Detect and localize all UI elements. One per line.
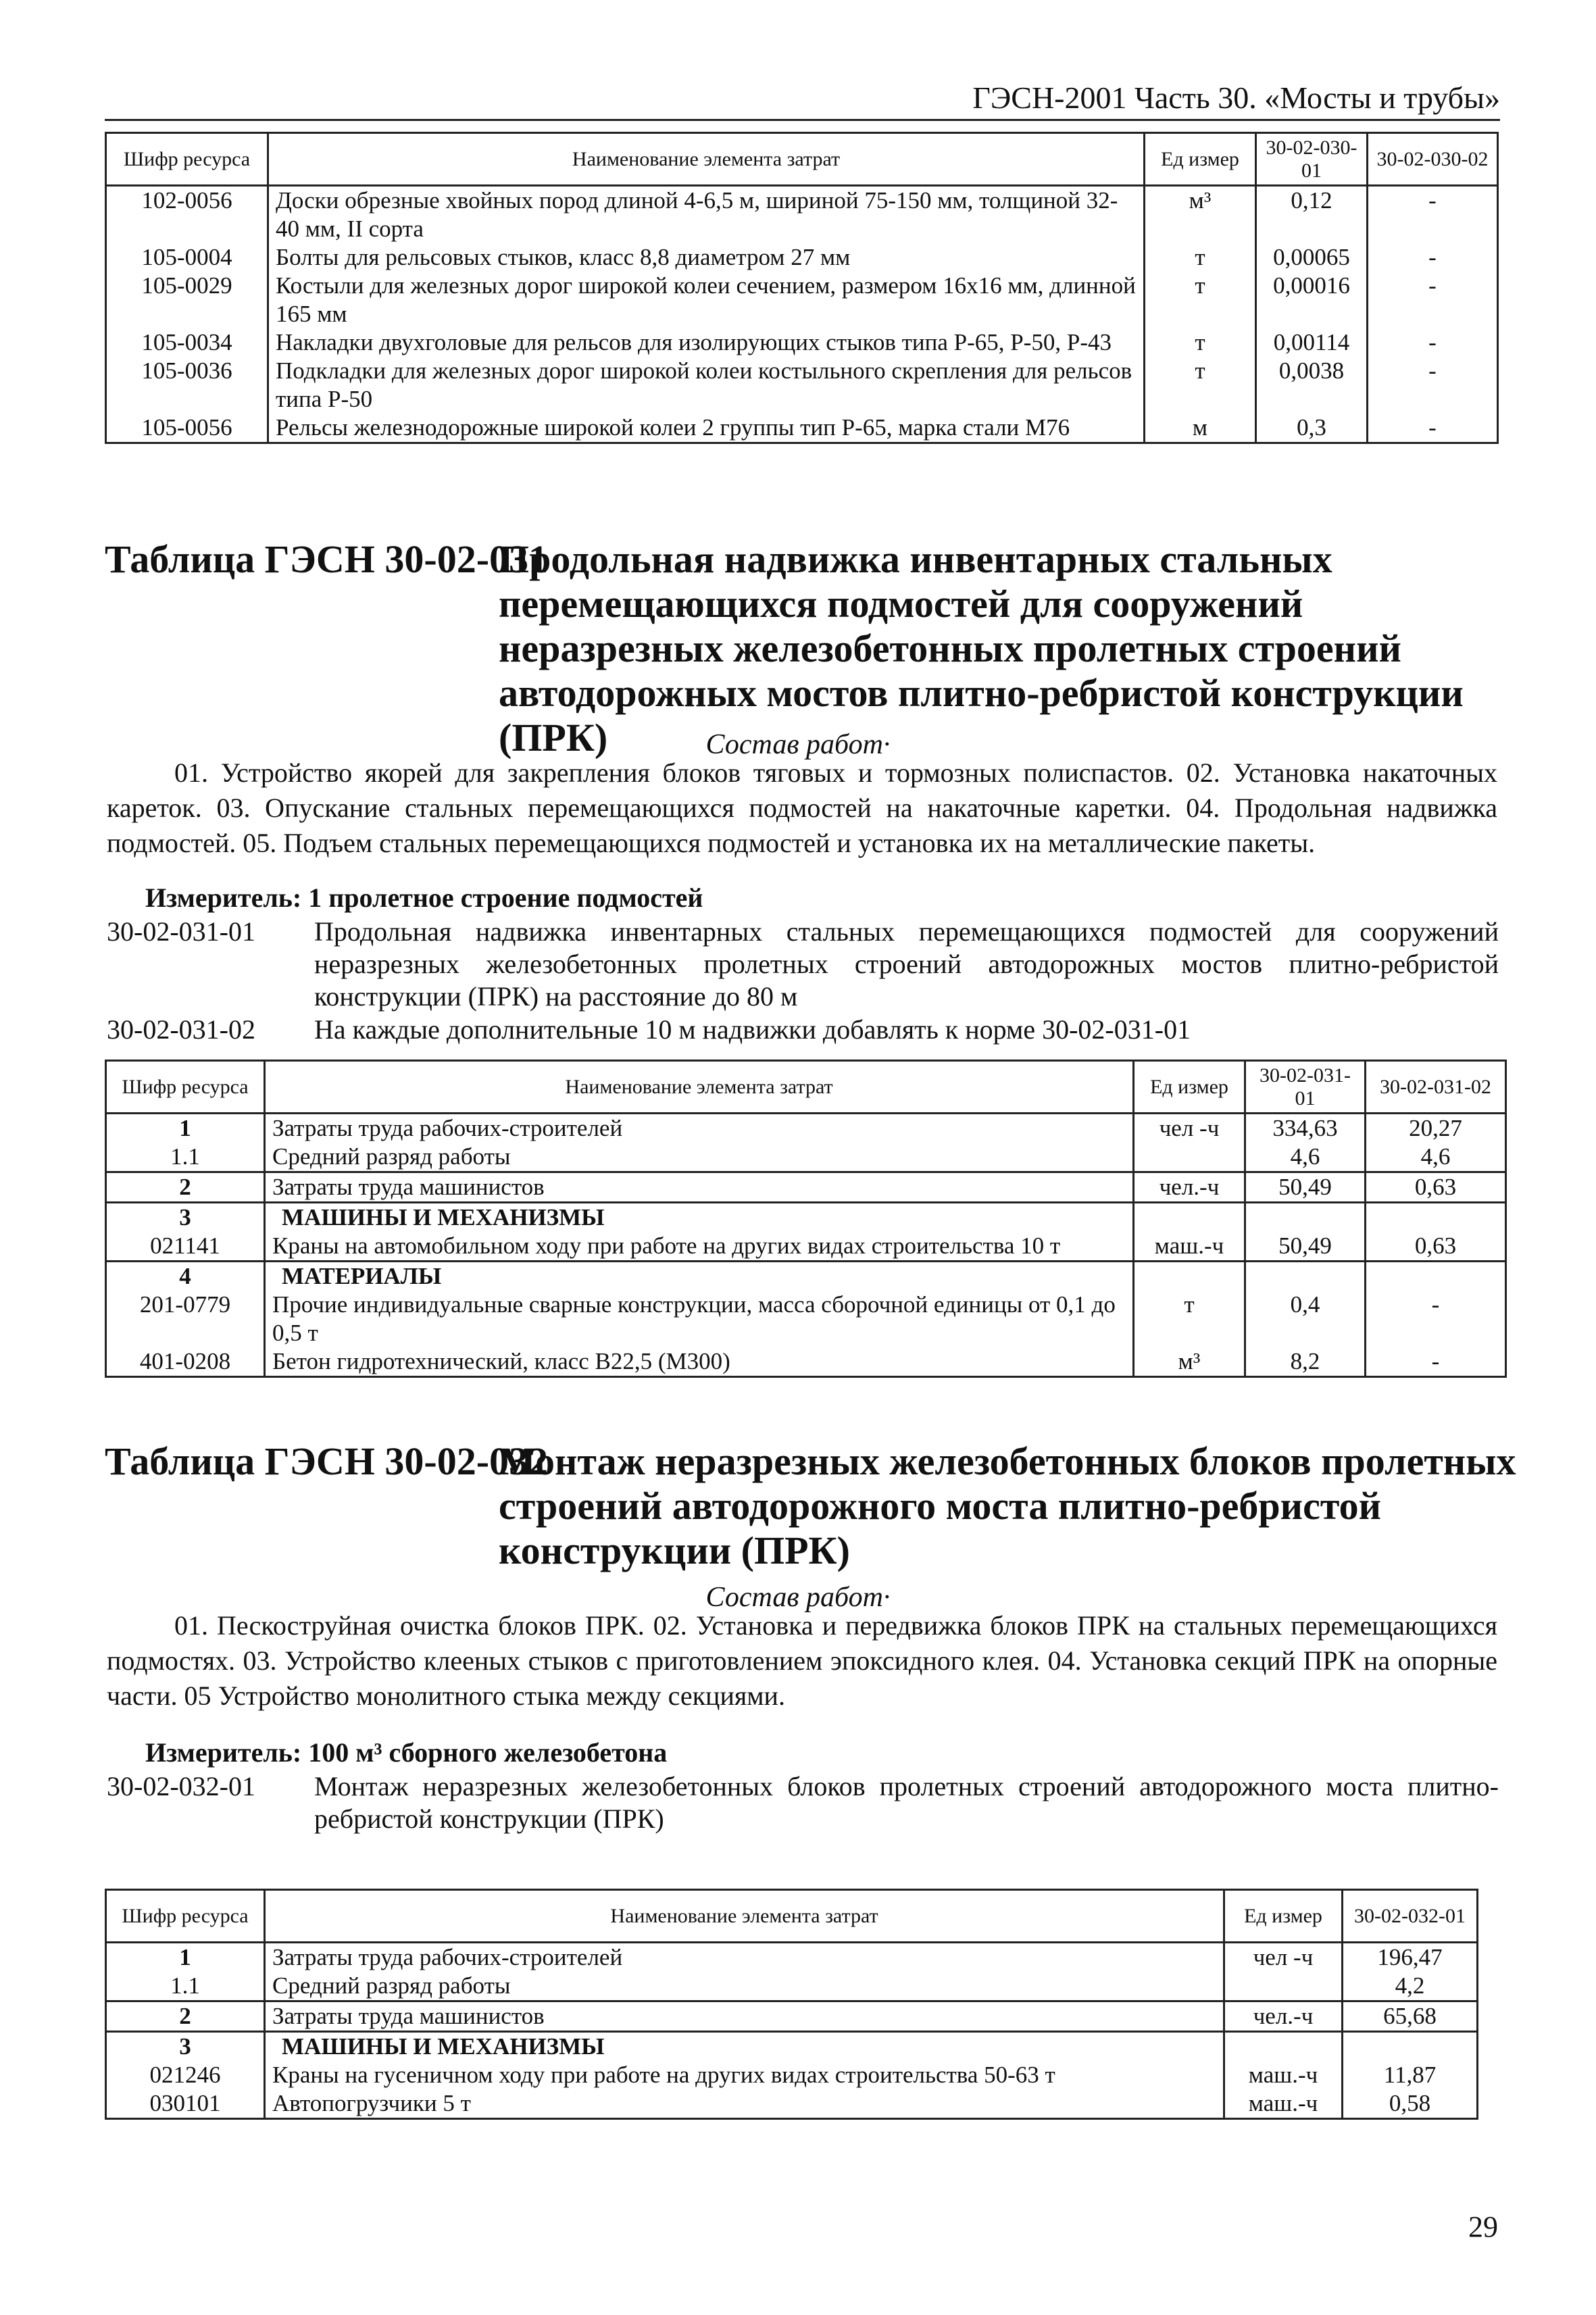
resource-name: Рельсы железнодорожные широкой колеи 2 группы тип Р-65, марка стали М76 — [268, 414, 1145, 443]
norm-value — [1245, 1203, 1366, 1233]
resource-code: 1 — [106, 1114, 265, 1143]
table-title-text: Продольная надвижка инвентарных стальных перемещающихся подмостей для сооружений неразрезных железобетонных пролетных строений автодорожных мостов плитно-ребристой конструкции (ПРК) — [499, 537, 1464, 760]
resource-name: Подкладки для железных дорог широкой колеи костыльного скрепления для рельсов типа Р-50 — [268, 357, 1145, 414]
resource-code: 105-0034 — [106, 328, 268, 357]
resource-unit: маш.-ч — [1224, 2089, 1343, 2119]
table-row — [106, 328, 1498, 357]
norm-value: - — [1368, 357, 1498, 414]
table-row — [106, 1203, 1506, 1233]
norm-entry — [107, 1770, 1499, 1835]
resource-code: 030101 — [106, 2089, 265, 2119]
norm-value: 8,2 — [1245, 1347, 1366, 1377]
table-row — [106, 1943, 1478, 1972]
col-code-header: Шифр ресурса — [106, 133, 268, 186]
norm-entry — [107, 916, 1499, 1013]
resource-code: 401-0208 — [106, 1347, 265, 1377]
resource-name: Прочие индивидуальные сварные конструкции, масса сборочной единицы от 0,1 до 0,5 т — [265, 1291, 1134, 1347]
col-norm-header: 30-02-032-01 — [1343, 1890, 1478, 1943]
table-row — [106, 2061, 1478, 2089]
resource-unit: маш.-ч — [1224, 2061, 1343, 2089]
norm-description: Продольная надвижка инвентарных стальных перемещающихся подмостей для сооружений неразрезных железобетонных пролетных строений автодорожных мостов плитно-ребристой конструкции (ПРК) на расстояние до 80 м — [314, 916, 1499, 1012]
norm-value: - — [1368, 243, 1498, 272]
resource-unit: м³ — [1134, 1347, 1245, 1377]
norm-value: 4,6 — [1366, 1143, 1506, 1172]
resource-name: Затраты труда рабочих-строителей — [265, 1943, 1224, 1972]
norm-value: 0,00016 — [1256, 272, 1368, 328]
table-row — [106, 1972, 1478, 2001]
col-name-header: Наименование элемента затрат — [265, 1890, 1224, 1943]
resource-code: 3 — [106, 2032, 265, 2062]
table-row — [106, 2089, 1478, 2119]
resource-unit: чел.-ч — [1134, 1172, 1245, 1203]
table-row — [106, 1172, 1506, 1203]
resource-name: Средний разряд работы — [265, 1143, 1134, 1172]
table-title-number: Таблица ГЭСН 30-02-032 — [105, 1439, 549, 1483]
norm-value: 50,49 — [1245, 1172, 1366, 1203]
norm-value: - — [1368, 186, 1498, 244]
resource-code: 102-0056 — [106, 186, 268, 244]
norm-value — [1245, 1262, 1366, 1291]
resource-name: Накладки двухголовые для рельсов для изолирующих стыков типа Р-65, Р-50, Р-43 — [268, 328, 1145, 357]
table-title — [105, 1439, 1517, 1573]
table-row — [106, 2032, 1478, 2062]
resource-name: Краны на автомобильном ходу при работе на других видах строительства 10 т — [265, 1232, 1134, 1262]
resource-name: Доски обрезные хвойных пород длиной 4-6,5 м, шириной 75-150 мм, толщиной 32-40 мм, II сорта — [268, 186, 1145, 244]
resource-unit: м — [1145, 414, 1256, 443]
norm-value — [1366, 1262, 1506, 1291]
table-row — [106, 272, 1498, 328]
resource-name: Автопогрузчики 5 т — [265, 2089, 1224, 2119]
resource-name: Бетон гидротехнический, класс В22,5 (М300) — [265, 1347, 1134, 1377]
composition-label: Состав работ· — [705, 1582, 891, 1613]
norm-value: 0,3 — [1256, 414, 1368, 443]
resource-name: МАТЕРИАЛЫ — [265, 1262, 1134, 1291]
resource-unit: маш.-ч — [1134, 1232, 1245, 1262]
resource-code: 2 — [106, 2001, 265, 2032]
resource-code: 2 — [106, 1172, 265, 1203]
norm-description: Монтаж неразрезных железобетонных блоков пролетных строений автодорожного моста плитно-ребристой конструкции (ПРК) — [314, 1771, 1499, 1834]
table-row — [106, 1262, 1506, 1291]
col-norm-header: 30-02-030-02 — [1368, 133, 1498, 186]
resource-code: 105-0036 — [106, 357, 268, 414]
resource-code: 1.1 — [106, 1972, 265, 2001]
meter-line: Измеритель: 1 пролетное строение подмостей — [145, 882, 703, 913]
norm-code: 30-02-031-01 — [107, 916, 255, 947]
col-code-header: Шифр ресурса — [106, 1890, 265, 1943]
header-title: ГЭСН-2001 Часть 30. «Мосты и трубы» — [972, 80, 1500, 115]
norm-value: 0,12 — [1256, 186, 1368, 244]
resource-name: МАШИНЫ И МЕХАНИЗМЫ — [265, 2032, 1224, 2062]
resource-unit: т — [1145, 272, 1256, 328]
table-title-number: Таблица ГЭСН 30-02-031 — [105, 537, 549, 581]
resource-code: 021141 — [106, 1232, 265, 1262]
norm-value: 4,6 — [1245, 1143, 1366, 1172]
resource-code: 3 — [106, 1203, 265, 1233]
norm-value: 0,63 — [1366, 1172, 1506, 1203]
resource-unit — [1134, 1262, 1245, 1291]
norm-value: 0,00065 — [1256, 243, 1368, 272]
resource-unit: т — [1145, 328, 1256, 357]
resource-code: 201-0779 — [106, 1291, 265, 1347]
resource-code: 021246 — [106, 2061, 265, 2089]
table-row — [106, 2001, 1478, 2032]
running-header — [105, 80, 1500, 121]
composition-label: Состав работ· — [705, 729, 891, 760]
norm-value: 0,58 — [1343, 2089, 1478, 2119]
table-title — [105, 537, 1517, 760]
col-norm-header: 30-02-030-01 — [1256, 133, 1368, 186]
table-row — [106, 357, 1498, 414]
norm-value: - — [1368, 272, 1498, 328]
norm-value: 65,68 — [1343, 2001, 1478, 2032]
col-name-header: Наименование элемента затрат — [268, 133, 1145, 186]
resource-table-3 — [105, 1889, 1478, 2120]
col-unit-header: Ед измер — [1145, 133, 1256, 186]
resource-name: Затраты труда машинистов — [265, 1172, 1134, 1203]
resource-code: 105-0056 — [106, 414, 268, 443]
resource-table-2 — [105, 1060, 1507, 1378]
page-number: 29 — [1468, 2210, 1498, 2243]
norm-value: - — [1366, 1347, 1506, 1377]
table-row — [106, 243, 1498, 272]
resource-code: 1 — [106, 1943, 265, 1972]
col-unit-header: Ед измер — [1224, 1890, 1343, 1943]
composition-text: 01. Устройство якорей для закрепления блоков тяговых и тормозных полиспастов. 02. Установка накаточных кареток. 03. Опускание стальных перемещающихся подмостей на накаточные каретки. 04. Продольная надвижка подмостей. 05. Подъем стальных перемещающихся подмостей и установка их на металлические пакеты. — [107, 757, 1497, 858]
table-row — [106, 1347, 1506, 1377]
resource-name: Костыли для железных дорог широкой колеи сечением, размером 16х16 мм, длинной 165 мм — [268, 272, 1145, 328]
resource-name: Краны на гусеничном ходу при работе на других видах строительства 50-63 т — [265, 2061, 1224, 2089]
resource-unit: т — [1145, 357, 1256, 414]
resource-unit: чел -ч — [1134, 1114, 1245, 1143]
resource-unit: чел.-ч — [1224, 2001, 1343, 2032]
norm-value: - — [1368, 328, 1498, 357]
resource-name: Болты для рельсовых стыков, класс 8,8 диаметром 27 мм — [268, 243, 1145, 272]
resource-name: Затраты труда машинистов — [265, 2001, 1224, 2032]
norm-value: 0,00114 — [1256, 328, 1368, 357]
resource-code: 105-0029 — [106, 272, 268, 328]
norm-value — [1343, 2032, 1478, 2062]
norm-value: - — [1368, 414, 1498, 443]
resource-unit: м³ — [1145, 186, 1256, 244]
table-row — [106, 1143, 1506, 1172]
resource-unit: т — [1134, 1291, 1245, 1347]
table-row — [106, 1291, 1506, 1347]
resource-name: МАШИНЫ И МЕХАНИЗМЫ — [265, 1203, 1134, 1233]
norm-entry — [107, 1014, 1499, 1046]
col-norm-header: 30-02-031-01 — [1245, 1061, 1366, 1114]
resource-code: 1.1 — [106, 1143, 265, 1172]
norm-value: 0,63 — [1366, 1232, 1506, 1262]
resource-table-1 — [105, 132, 1499, 444]
resource-unit: т — [1145, 243, 1256, 272]
norm-value: 0,4 — [1245, 1291, 1366, 1347]
resource-name: Средний разряд работы — [265, 1972, 1224, 2001]
resource-code: 4 — [106, 1262, 265, 1291]
resource-name: Затраты труда рабочих-строителей — [265, 1114, 1134, 1143]
resource-unit — [1224, 2032, 1343, 2062]
resource-unit — [1134, 1203, 1245, 1233]
table-row — [106, 1232, 1506, 1262]
col-code-header: Шифр ресурса — [106, 1061, 265, 1114]
resource-code: 105-0004 — [106, 243, 268, 272]
norm-description: На каждые дополнительные 10 м надвижки добавлять к норме 30-02-031-01 — [314, 1014, 1191, 1045]
meter-line: Измеритель: 100 м³ сборного железобетона — [145, 1737, 668, 1768]
norm-value: 20,27 — [1366, 1114, 1506, 1143]
table-row — [106, 1114, 1506, 1143]
norm-code: 30-02-031-02 — [107, 1014, 255, 1045]
table-row — [106, 414, 1498, 443]
col-unit-header: Ед измер — [1134, 1061, 1245, 1114]
norm-value: 50,49 — [1245, 1232, 1366, 1262]
resource-unit — [1224, 1972, 1343, 2001]
composition-text: 01. Пескоструйная очистка блоков ПРК. 02. Установка и передвижка блоков ПРК на стальных перемещающихся подмостях. 03. Устройство клееных стыков с приготовлением эпоксидного клея. 04. Установка секций ПРК на опорные части. 05 Устройство монолитного стыка между секциями. — [107, 1610, 1497, 1711]
norm-value: 196,47 — [1343, 1943, 1478, 1972]
norm-code: 30-02-032-01 — [107, 1771, 255, 1801]
col-name-header: Наименование элемента затрат — [265, 1061, 1134, 1114]
norm-value — [1366, 1203, 1506, 1233]
norm-value: 4,2 — [1343, 1972, 1478, 2001]
norm-value: 334,63 — [1245, 1114, 1366, 1143]
norm-value: 0,0038 — [1256, 357, 1368, 414]
norm-value: - — [1366, 1291, 1506, 1347]
table-title-text: Монтаж неразрезных железобетонных блоков пролетных строений автодорожного моста плитно-ребристой конструкции (ПРК) — [499, 1439, 1516, 1572]
resource-unit: чел -ч — [1224, 1943, 1343, 1972]
col-norm-header: 30-02-031-02 — [1366, 1061, 1506, 1114]
table-row — [106, 186, 1498, 244]
norm-value: 11,87 — [1343, 2061, 1478, 2089]
resource-unit — [1134, 1143, 1245, 1172]
